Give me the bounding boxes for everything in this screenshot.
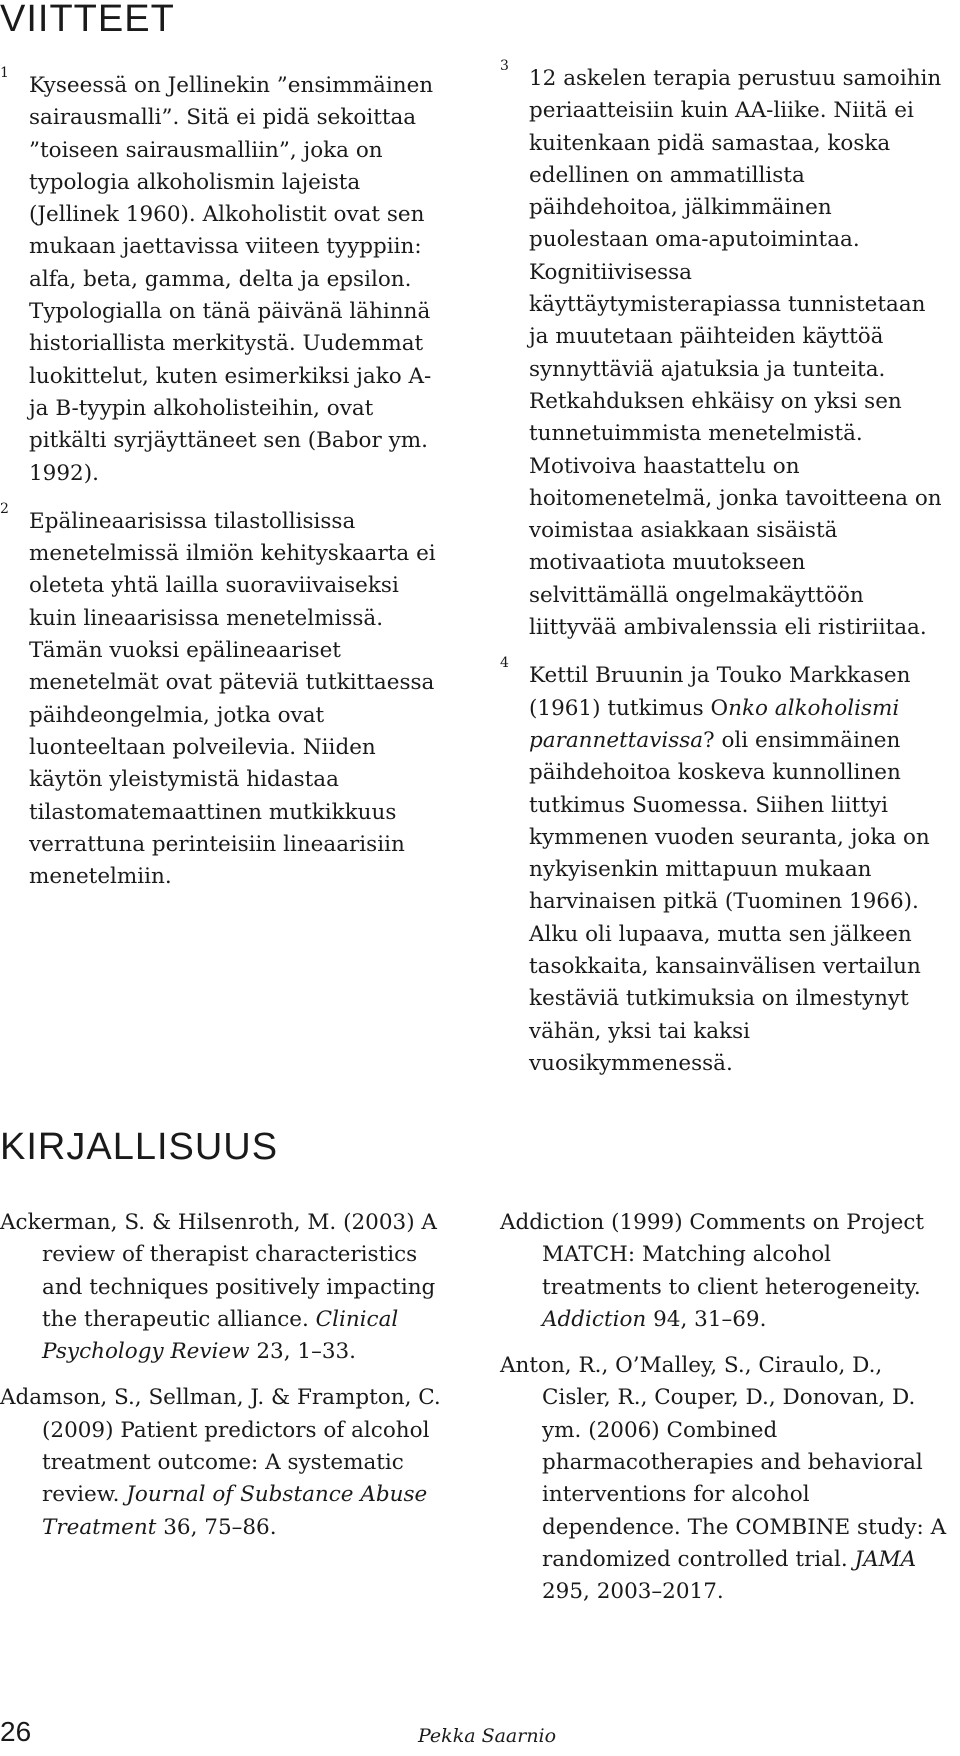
notes-left-column	[0, 65, 445, 909]
reference-journal: Journal of Substance Abuse Treatment	[42, 1482, 428, 1540]
reference-volume: 295, 2003–2017.	[542, 1579, 724, 1605]
reference-entry	[0, 1207, 458, 1368]
references-right-column	[500, 1207, 952, 1623]
footnote-4	[500, 655, 950, 1080]
footnote-number: 1	[0, 65, 9, 81]
running-footer-author: Pekka Saarnio	[418, 1725, 557, 1747]
footnote-text	[529, 660, 950, 1080]
reference-text: Anton, R., O’Malley, S., Ciraulo, D., Cisler, R., Couper, D., Donovan, D. ym. (2006) Combined pharmacotherapies and behavioral interventions for alcohol dependence. The COMBINE study: A randomized controlled trial.	[500, 1353, 947, 1572]
reference-entry	[500, 1207, 952, 1336]
footnote-text: Epälineaarisissa tilastollisissa menetelmissä ilmiön kehityskaarta ei oleteta yhtä lailla suoraviivaiseksi kuin lineaarisissa menetelmissä. Tämän vuoksi epälineaariset menetelmät ovat päteviä tutkittaessa päihdeongelmia, jotka ovat luonteeltaan polveilevia. Niiden käytön yleistymistä hidastaa tilastomatemaattinen mutkikkuus verrattuna perinteisiin lineaarisiin menetelmiin.	[29, 508, 436, 890]
footnote-number: 2	[0, 500, 9, 517]
reference-entry	[500, 1350, 952, 1608]
reference-volume: 23, 1–33.	[249, 1339, 357, 1365]
footnote-text-rest: ? oli ensimmäinen päihdehoitoa koskeva kunnollinen tutkimus Suomessa. Siihen liittyi kymmenen vuoden seuranta, joka on nykyisenkin mittapuun mukaan harvinaisen pitkä (Tuominen 1966). Alku oli lupaava, mutta sen jälkeen tasokkaita, kansainvälisen vertailun kestäviä tutkimuksia on ilmestynyt vähän, yksi tai kaksi vuosikymmenessä.	[529, 727, 930, 1076]
footnote-2	[0, 500, 445, 894]
footnote-study-title: nko alkoholismi parannettavissa	[529, 695, 900, 753]
notes-heading: VIITTEET	[0, 0, 175, 40]
reference-text: Adamson, S., Sellman, J. & Frampton, C. (2009) Patient predictors of alcohol treatment outcome: A systematic review.	[0, 1385, 441, 1508]
footnote-number: 4	[500, 655, 509, 672]
footnote-text-start: Kettil Bruunin ja Touko Markkasen (1961) tutkimus O	[529, 663, 911, 721]
footnote-number: 3	[500, 58, 509, 74]
footnote-text: Kyseessä on Jellinekin ”ensimmäinen sairausmalli”. Sitä ei pidä sekoittaa ”toiseen sairausmalliin”, joka on typologia alkoholismin lajeista (Jellinek 1960). Alkoholistit ovat sen mukaan jaettavissa viiteen tyyppiin: alfa, beta, gamma, delta ja epsilon. Typologialla on tänä päivänä lähinnä historiallista merkitystä. Uudemmat luokittelut, kuten esimerkiksi jako A- ja B-tyypin alkoholisteihin, ovat pitkälti syrjäyttäneet sen (Babor ym. 1992).	[29, 73, 434, 486]
footnote-3	[500, 58, 950, 644]
reference-journal: Addiction	[542, 1306, 647, 1332]
reference-text: Ackerman, S. & Hilsenroth, M. (2003) A review of therapist characteristics and techniques positively impacting the therapeutic alliance.	[0, 1210, 437, 1332]
references-heading: KIRJALLISUUS	[0, 1126, 279, 1168]
reference-volume: 36, 75–86.	[156, 1514, 277, 1540]
reference-volume: 94, 31–69.	[646, 1306, 767, 1332]
reference-text: Addiction (1999) Comments on Project MATCH: Matching alcohol treatments to client heterogeneity.	[500, 1210, 925, 1300]
notes-right-column	[500, 58, 950, 1096]
reference-entry	[0, 1382, 458, 1543]
reference-journal: Clinical Psychology Review	[42, 1306, 399, 1365]
footnote-1	[0, 65, 445, 490]
footnote-text: 12 askelen terapia perustuu samoihin periaatteisiin kuin AA-liike. Niitä ei kuitenkaan pidä samastaa, koska edellinen on ammatillista päihdehoitoa, jälkimmäinen puolestaan oma-aputoimintaa. Kognitiivisessa käyttäytymisterapiassa tunnistetaan ja muutetaan päihteiden käyttöä synnyttäviä ajatuksia ja tunteita. Retkahduksen ehkäisy on yksi sen tunnetuimmista menetelmistä. Motivoiva haastattelu on hoitomenetelmä, jonka tavoitteena on voimistaa asiakkaan sisäistä motivaatiota muutokseen selvittämällä ongelmakäyttöön liittyvää ambivalenssia eli ristiriitaa.	[529, 66, 942, 641]
references-left-column	[0, 1207, 458, 1558]
page-number: 26	[0, 1716, 32, 1747]
reference-journal: JAMA	[854, 1546, 917, 1572]
